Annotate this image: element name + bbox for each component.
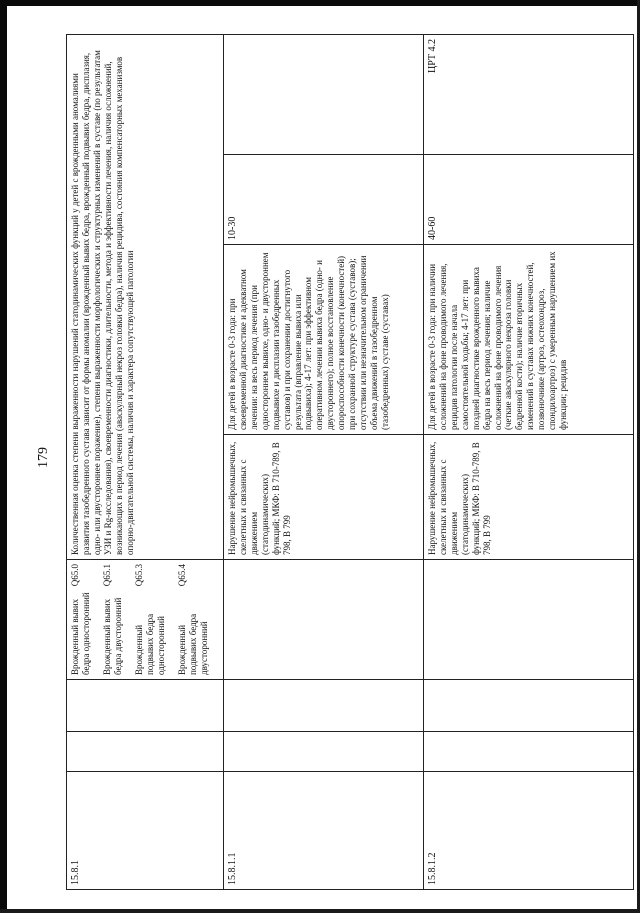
diagnosis-code: Q65.4 — [176, 564, 187, 587]
empty-cell — [223, 732, 423, 772]
reference-code: ЦРТ 4.2 — [423, 34, 633, 154]
diagnosis-code: Q65.3 — [133, 564, 144, 587]
empty-cell — [423, 680, 633, 732]
criteria-text: Для детей в возрасте 0-3 года: при своевременной диагностике и адекватном лечении: на весь период лечения (при одностороннем вывихе, одно- и двустороннем подвывихе и дисплазии тазобедренных суставов) и при сохранении достигнутого результата (вправление вывиха или подвывиха); 4-17 лет: при эффективном оперативном лечении вывиха бедра (одно- и двустороннего); полное восстановление опороспособности конечности (конечностей) при сохранной структуре сустава (суставов); отсутствии или незначительном ограничении объема движений в тазобедренном (тазобедренных) суставе (суставах) — [223, 245, 423, 435]
table-row — [423, 34, 633, 889]
group-description: Количественная оценка степени выраженности нарушений статодинамических функций у детей с врожденными аномалиями развития тазобедренного сустава зависит от формы аномалии (врожденный вывих бедра, врожденный подвывих бедра, дисплазия, одно- или двустороннее поражение), степени выраженности морфологических и структурных изменений в суставе (по результатам УЗИ и Rg-исследования), своевременности диагностики, длительности, метода и эффективности лечения, наличия осложнений, возникающих в период лечения (аваскулярный некроз головки бедра), наличия рецидива, состояния компенсаторных механизмов опорно-двигательной системы, наличия и характера сопутствующей патологии — [67, 34, 224, 559]
empty-cell — [423, 560, 633, 680]
diagnosis-item — [102, 564, 124, 675]
scan-border-left — [0, 0, 7, 913]
criteria-text: Для детей в возрасте 0-3 года: при наличии осложнений на фоне проводимого лечения, рецидив патологии после начала самостоятельной ходьбы; 4-17 лет: при поздней диагностике врожденного вывиха бедра на весь период лечения; наличие осложнений на фоне проводимого лечения (четкие аваскулярного некроза головки бедренной кости); наличие вторичных изменений в суставах нижних конечностей, позвоночнике (артроз, остеохондроз, спондилоартроз) с умеренным нарушением их функции; рецидив — [423, 245, 633, 435]
diagnosis-item — [70, 564, 92, 675]
row-number: 15.8.1.2 — [423, 772, 633, 890]
percent-range: 40-60 — [423, 155, 633, 245]
diagnosis-name: Врожденный вывих бедра двусторонний — [101, 597, 123, 675]
diagnosis-code: Q65.1 — [101, 564, 112, 587]
impairment-description: Нарушение нейромышечных, скелетных и связанных с движением (статодинамических) функций; МКФ: В 710-789, В 798, В 799 — [423, 435, 633, 560]
diagnosis-item — [134, 564, 167, 675]
impairment-description: Нарушение нейромышечных, скелетных и связанных с движением (статодинамических) функций; МКФ: В 710-789, В 798, В 799 — [223, 435, 423, 560]
reference-code — [223, 34, 423, 154]
page-number: 179 — [36, 447, 51, 468]
scan-border-top — [0, 0, 640, 6]
table-row — [223, 34, 423, 889]
row-number: 15.8.1.1 — [223, 772, 423, 890]
row-number: 15.8.1 — [67, 772, 224, 890]
diagnosis-code: Q65.0 — [70, 564, 80, 587]
diagnosis-name: Врожденный вывих бедра односторонний — [70, 592, 91, 675]
empty-cell — [67, 680, 224, 732]
rotated-page — [66, 35, 606, 890]
table-row — [67, 34, 224, 889]
diagnosis-item — [177, 564, 210, 675]
empty-cell — [223, 680, 423, 732]
empty-cell — [423, 732, 633, 772]
empty-cell — [223, 560, 423, 680]
empty-cell — [67, 732, 224, 772]
diagnosis-name: Врожденный подвывих бедра двусторонний — [176, 613, 209, 675]
scan-border-bottom — [0, 909, 640, 913]
criteria-table — [66, 34, 634, 890]
diagnosis-name: Врожденный подвывих бедра односторонний — [133, 613, 166, 675]
percent-range: 10-30 — [223, 155, 423, 245]
diagnosis-list — [67, 560, 224, 680]
